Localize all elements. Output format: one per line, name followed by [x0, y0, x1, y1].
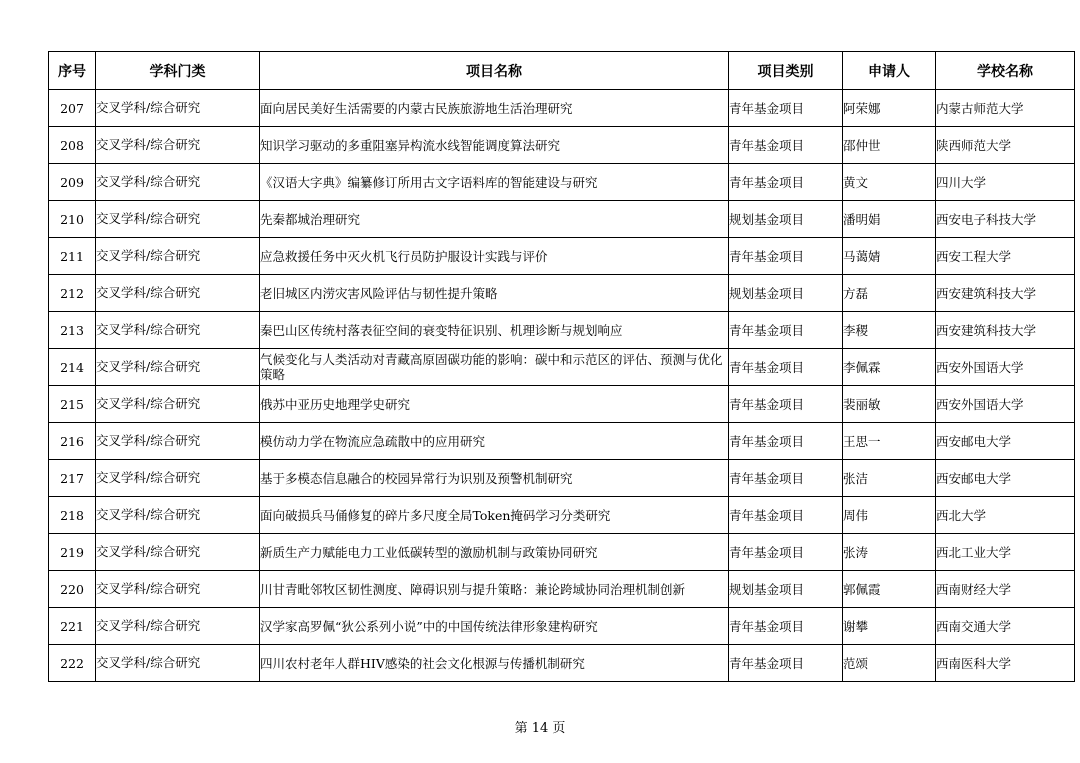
cell-serial: 211: [49, 238, 96, 275]
header-project-category: 项目类别: [729, 52, 843, 90]
cell-category: 青年基金项目: [729, 164, 843, 201]
cell-project-name: 应急救援任务中灭火机飞行员防护服设计实践与评价: [260, 238, 729, 275]
cell-project-name: 先秦都城治理研究: [260, 201, 729, 238]
cell-applicant: 阿荣娜: [843, 90, 936, 127]
cell-school: 西安外国语大学: [936, 349, 1075, 386]
cell-school: 西安电子科技大学: [936, 201, 1075, 238]
cell-subject: 交叉学科/综合研究: [96, 460, 260, 497]
header-school: 学校名称: [936, 52, 1075, 90]
cell-school: 西南财经大学: [936, 571, 1075, 608]
cell-school: 西安邮电大学: [936, 460, 1075, 497]
cell-serial: 219: [49, 534, 96, 571]
cell-project-name: 知识学习驱动的多重阻塞异构流水线智能调度算法研究: [260, 127, 729, 164]
cell-subject: 交叉学科/综合研究: [96, 534, 260, 571]
cell-category: 青年基金项目: [729, 423, 843, 460]
cell-category: 青年基金项目: [729, 90, 843, 127]
cell-category: 青年基金项目: [729, 312, 843, 349]
cell-subject: 交叉学科/综合研究: [96, 164, 260, 201]
cell-applicant: 黄文: [843, 164, 936, 201]
cell-category: 青年基金项目: [729, 127, 843, 164]
cell-project-name: 四川农村老年人群HIV感染的社会文化根源与传播机制研究: [260, 645, 729, 682]
cell-applicant: 王思一: [843, 423, 936, 460]
cell-project-name: 秦巴山区传统村落表征空间的衰变特征识别、机理诊断与规划响应: [260, 312, 729, 349]
cell-serial: 214: [49, 349, 96, 386]
cell-subject: 交叉学科/综合研究: [96, 349, 260, 386]
cell-subject: 交叉学科/综合研究: [96, 90, 260, 127]
table-row: [49, 571, 1075, 608]
cell-applicant: 张洁: [843, 460, 936, 497]
cell-applicant: 潘明娟: [843, 201, 936, 238]
cell-applicant: 方磊: [843, 275, 936, 312]
project-table: [48, 51, 1075, 682]
cell-serial: 213: [49, 312, 96, 349]
cell-applicant: 李佩霖: [843, 349, 936, 386]
table-row: [49, 608, 1075, 645]
cell-subject: 交叉学科/综合研究: [96, 497, 260, 534]
cell-applicant: 邵仲世: [843, 127, 936, 164]
cell-serial: 212: [49, 275, 96, 312]
table-row: [49, 127, 1075, 164]
cell-applicant: 谢攀: [843, 608, 936, 645]
cell-serial: 221: [49, 608, 96, 645]
cell-subject: 交叉学科/综合研究: [96, 201, 260, 238]
table-row: [49, 423, 1075, 460]
cell-school: 西北工业大学: [936, 534, 1075, 571]
cell-applicant: 范颂: [843, 645, 936, 682]
cell-project-name: 面向破损兵马俑修复的碎片多尺度全局Token掩码学习分类研究: [260, 497, 729, 534]
cell-school: 四川大学: [936, 164, 1075, 201]
cell-subject: 交叉学科/综合研究: [96, 423, 260, 460]
cell-project-name: 面向居民美好生活需要的内蒙古民族旅游地生活治理研究: [260, 90, 729, 127]
cell-subject: 交叉学科/综合研究: [96, 275, 260, 312]
cell-subject: 交叉学科/综合研究: [96, 645, 260, 682]
cell-school: 西南交通大学: [936, 608, 1075, 645]
cell-subject: 交叉学科/综合研究: [96, 386, 260, 423]
cell-serial: 217: [49, 460, 96, 497]
cell-applicant: 马蔼婧: [843, 238, 936, 275]
cell-category: 青年基金项目: [729, 497, 843, 534]
cell-serial: 215: [49, 386, 96, 423]
cell-subject: 交叉学科/综合研究: [96, 312, 260, 349]
cell-category: 青年基金项目: [729, 608, 843, 645]
table-row: [49, 238, 1075, 275]
cell-school: 内蒙古师范大学: [936, 90, 1075, 127]
cell-category: 青年基金项目: [729, 238, 843, 275]
header-subject: 学科门类: [96, 52, 260, 90]
cell-project-name: 基于多模态信息融合的校园异常行为识别及预警机制研究: [260, 460, 729, 497]
cell-applicant: 李稷: [843, 312, 936, 349]
table-row: [49, 497, 1075, 534]
cell-serial: 220: [49, 571, 96, 608]
cell-category: 青年基金项目: [729, 349, 843, 386]
cell-project-name: 新质生产力赋能电力工业低碳转型的激励机制与政策协同研究: [260, 534, 729, 571]
cell-serial: 208: [49, 127, 96, 164]
table-body: [49, 90, 1075, 682]
cell-category: 青年基金项目: [729, 386, 843, 423]
cell-project-name: 气候变化与人类活动对青藏高原固碳功能的影响：碳中和示范区的评估、预测与优化策略: [260, 349, 729, 386]
table-header-row: [49, 52, 1075, 90]
header-applicant: 申请人: [843, 52, 936, 90]
cell-serial: 222: [49, 645, 96, 682]
cell-project-name: 老旧城区内涝灾害风险评估与韧性提升策略: [260, 275, 729, 312]
cell-project-name: 汉学家高罗佩“狄公系列小说”中的中国传统法律形象建构研究: [260, 608, 729, 645]
table-row: [49, 645, 1075, 682]
cell-school: 西安外国语大学: [936, 386, 1075, 423]
cell-school: 西安建筑科技大学: [936, 275, 1075, 312]
cell-category: 青年基金项目: [729, 460, 843, 497]
cell-serial: 210: [49, 201, 96, 238]
page-number: 第 14 页: [514, 721, 566, 736]
cell-category: 规划基金项目: [729, 201, 843, 238]
cell-subject: 交叉学科/综合研究: [96, 608, 260, 645]
table-row: [49, 90, 1075, 127]
cell-category: 规划基金项目: [729, 275, 843, 312]
cell-project-name: 川甘青毗邻牧区韧性测度、障碍识别与提升策略：兼论跨域协同治理机制创新: [260, 571, 729, 608]
table-row: [49, 312, 1075, 349]
cell-applicant: 郭佩霞: [843, 571, 936, 608]
cell-school: 西北大学: [936, 497, 1075, 534]
cell-project-name: 俄苏中亚历史地理学史研究: [260, 386, 729, 423]
cell-category: 青年基金项目: [729, 534, 843, 571]
cell-serial: 207: [49, 90, 96, 127]
header-serial: 序号: [49, 52, 96, 90]
cell-serial: 216: [49, 423, 96, 460]
cell-applicant: 周伟: [843, 497, 936, 534]
table-row: [49, 164, 1075, 201]
cell-school: 西安邮电大学: [936, 423, 1075, 460]
cell-school: 西安工程大学: [936, 238, 1075, 275]
table-row: [49, 534, 1075, 571]
cell-school: 西安建筑科技大学: [936, 312, 1075, 349]
table-row: [49, 460, 1075, 497]
table-row: [49, 275, 1075, 312]
cell-project-name: 《汉语大字典》编纂修订所用古文字语料库的智能建设与研究: [260, 164, 729, 201]
cell-category: 规划基金项目: [729, 571, 843, 608]
cell-applicant: 裴丽敏: [843, 386, 936, 423]
cell-subject: 交叉学科/综合研究: [96, 127, 260, 164]
cell-subject: 交叉学科/综合研究: [96, 571, 260, 608]
cell-project-name: 模仿动力学在物流应急疏散中的应用研究: [260, 423, 729, 460]
cell-category: 青年基金项目: [729, 645, 843, 682]
table-row: [49, 349, 1075, 386]
cell-subject: 交叉学科/综合研究: [96, 238, 260, 275]
cell-school: 陕西师范大学: [936, 127, 1075, 164]
cell-serial: 218: [49, 497, 96, 534]
table-row: [49, 201, 1075, 238]
header-project-name: 项目名称: [260, 52, 729, 90]
cell-school: 西南医科大学: [936, 645, 1075, 682]
table-row: [49, 386, 1075, 423]
cell-serial: 209: [49, 164, 96, 201]
cell-applicant: 张涛: [843, 534, 936, 571]
